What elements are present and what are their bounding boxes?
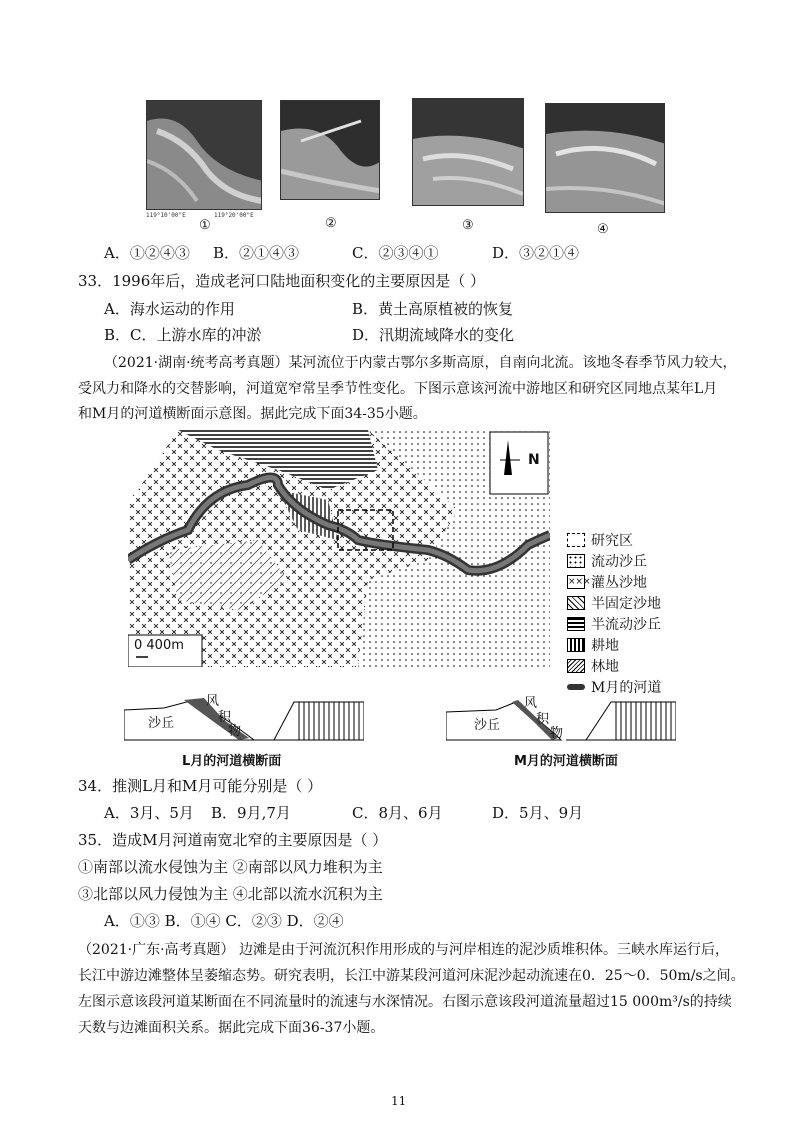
m-deposit-label-3: 物 xyxy=(550,726,564,741)
q34-stem: 34．推测L月和M月可能分别是（ ） xyxy=(78,777,323,795)
q32-option-c: C．②③④① xyxy=(352,244,439,262)
l-dune-label: 沙丘 xyxy=(148,716,175,731)
q33-option-d: D．汛期流域降水的变化 xyxy=(352,326,515,344)
satellite-photo-1 xyxy=(146,100,262,210)
scale-label: 0 400m xyxy=(134,638,184,653)
q32-option-a: A．①②④③ xyxy=(104,244,190,262)
river-map xyxy=(128,430,550,667)
photo-label-1: ① xyxy=(199,218,211,233)
intro1-line-2: 受风力和降水的交替影响，河道宽窄常呈季节性变化。下图示意该河流中游地区和研究区同地点某年L月 xyxy=(78,381,718,397)
forest-swatch xyxy=(567,659,585,673)
l-month-caption: L月的河道横断面 xyxy=(182,754,282,769)
legend-m-month-river: M月的河道 xyxy=(567,677,661,697)
photo-coord-right: 119°20'00"E xyxy=(214,212,254,219)
l-deposit-label-2: 积 xyxy=(218,710,232,725)
page-number: 11 xyxy=(391,1094,407,1108)
semi-fixed-swatch xyxy=(567,596,585,610)
photo-label-3: ③ xyxy=(462,218,474,233)
satellite-photo-4 xyxy=(545,103,665,213)
photo-label-4: ④ xyxy=(597,222,609,237)
q32-option-d: D．③②①④ xyxy=(492,244,580,262)
q34-option-c: C．8月、6月 xyxy=(352,804,443,822)
intro2-line-1: （2021·广东·高考真题） 边滩是由于河流沉积作用形成的与河岸相连的泥沙质堆积体。三峡水库运行后， xyxy=(78,942,729,958)
satellite-photo-3 xyxy=(412,98,524,206)
legend-shrub-sand: ××× 灌丛沙地 xyxy=(568,575,647,591)
m-dune-label: 沙丘 xyxy=(474,718,501,733)
q35-stem: 35．造成M月河道南宽北窄的主要原因是（ ） xyxy=(78,831,388,849)
intro2-line-3: 左图示意该段河道某断面在不同流量时的流速与水深情况。右图示意该段河道流量超过15 000m³/s的持续 xyxy=(78,994,732,1010)
q34-option-b: B．9月,7月 xyxy=(211,804,291,822)
q35-item-line-1: ①南部以流水侵蚀为主 ②南部以风力堆积为主 xyxy=(78,858,383,876)
legend-forest: 林地 xyxy=(567,656,619,676)
q33-option-a: A．海水运动的作用 xyxy=(104,300,235,318)
semi-mobile-swatch xyxy=(567,617,585,631)
satellite-photo-2 xyxy=(280,100,380,200)
m-deposit-label-2: 积 xyxy=(536,712,550,727)
q33-stem: 33．1996年后，造成老河口陆地面积变化的主要原因是（ ） xyxy=(78,272,486,290)
q34-option-d: D．5月、9月 xyxy=(492,804,584,822)
q35-item-line-2: ③北部以风力侵蚀为主 ④北部以流水沉积为主 xyxy=(78,885,383,903)
legend-semi-fixed-sand: 半固定沙地 xyxy=(567,593,661,613)
intro2-line-4: 天数与边滩面积关系。据此完成下面36-37小题。 xyxy=(78,1020,385,1036)
m-month-caption: M月的河道横断面 xyxy=(514,754,618,769)
cropland-swatch xyxy=(567,638,585,652)
m-deposit-label-1: 风 xyxy=(524,696,538,711)
legend-cropland: 耕地 xyxy=(567,635,619,655)
photo-label-2: ② xyxy=(325,216,337,231)
legend-semi-mobile-dune: 半流动沙丘 xyxy=(567,614,661,634)
intro2-line-2: 长江中游边滩整体呈萎缩态势。研究表明，长江中游某段河道河床泥沙起动流速在0．25～0．50m/s之间。 xyxy=(78,968,745,984)
intro1-line-3: 和M月的河道横断面示意图。据此完成下面34-35小题。 xyxy=(78,406,427,422)
research-area-swatch xyxy=(567,533,585,547)
shrub-sand-swatch: ××× xyxy=(568,577,591,587)
legend-research-area: 研究区 xyxy=(567,530,633,550)
photo-coord-left: 119°10'00"E xyxy=(146,212,186,219)
q33-option-b: B．黄土高原植被的恢复 xyxy=(352,300,514,318)
q32-option-b: B．②①④③ xyxy=(213,244,300,262)
q34-option-a: A．3月、5月 xyxy=(104,804,194,822)
mobile-dune-swatch xyxy=(567,554,585,568)
legend-mobile-dune: 流动沙丘 xyxy=(567,551,647,571)
l-deposit-label-3: 物 xyxy=(228,724,242,739)
north-label: N xyxy=(528,452,540,468)
intro1-line-1: （2021·湖南·统考高考真题）某河流位于内蒙古鄂尔多斯高原，自南向北流。该地冬春季节风力较大， xyxy=(104,355,737,371)
l-month-cross-section xyxy=(124,690,364,742)
q33-option-c: B．C．上游水库的冲淤 xyxy=(104,326,262,344)
q35-options: A．①③ B．①④ C．②③ D．②④ xyxy=(104,912,344,930)
l-deposit-label-1: 风 xyxy=(206,694,220,709)
m-month-cross-section xyxy=(446,690,676,742)
